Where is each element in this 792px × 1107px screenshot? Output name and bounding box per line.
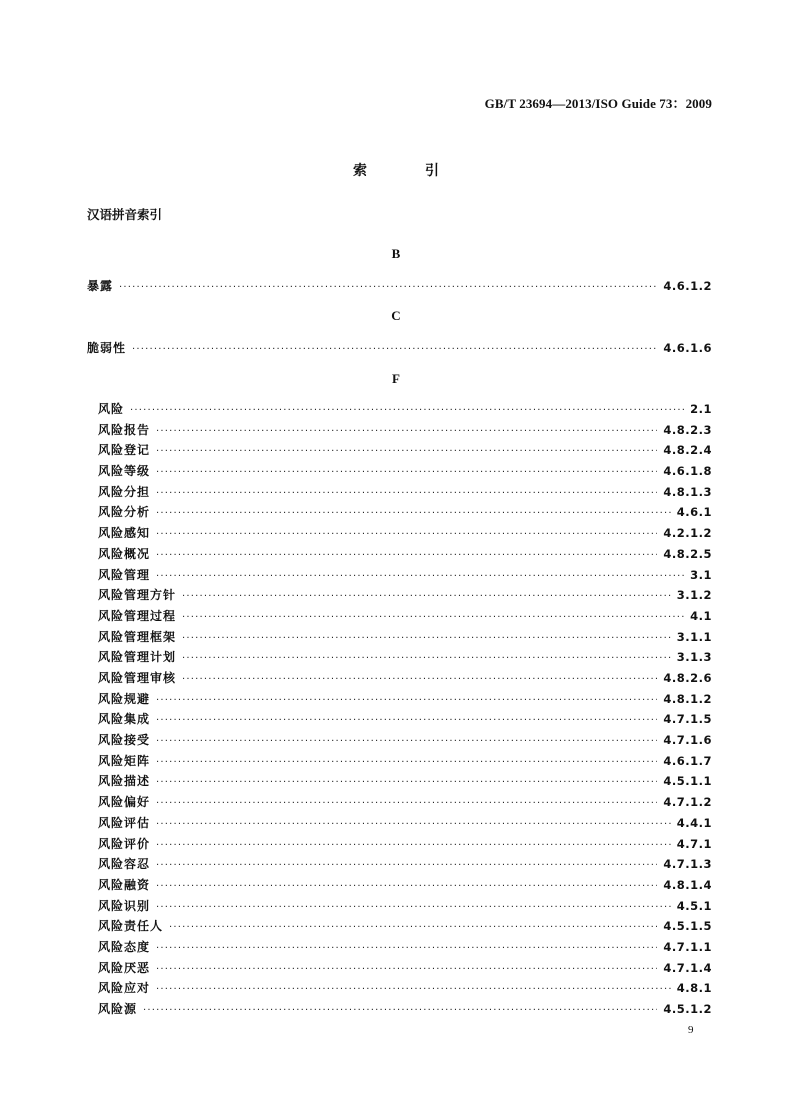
entry-ref: 4.7.1.6 [663,733,712,747]
entry-term: 风险概况 [98,547,151,561]
leader-dots [182,612,684,623]
entry-ref: 4.5.1.2 [663,1002,712,1016]
entry-term: 脆弱性 [87,341,127,355]
index-entry [98,752,712,770]
index-entry [98,1000,712,1018]
index-entry [98,793,712,811]
entry-term: 风险管理审核 [98,671,177,685]
leader-dots [130,405,684,416]
entry-ref: 4.8.2.4 [663,443,712,457]
index-entry [87,277,712,295]
leader-dots [156,467,657,478]
entry-ref: 4.5.1.5 [663,919,712,933]
entry-ref: 4.5.1 [676,899,712,913]
entry-term: 风险登记 [98,443,151,457]
index-entry [98,400,712,418]
index-entry [98,938,712,956]
index-entry [98,959,712,977]
section-letter-b: B [391,246,401,261]
page-number: 9 [688,1024,694,1036]
leader-dots [156,446,657,457]
entry-term: 风险责任人 [98,919,164,933]
entry-ref: 4.1 [690,609,712,623]
entry-ref: 2.1 [690,402,712,416]
index-entry [98,772,712,790]
entry-term: 风险应对 [98,981,151,995]
entry-term: 风险描述 [98,774,151,788]
entry-ref: 3.1.2 [676,588,712,602]
leader-dots [156,488,657,499]
entry-term: 风险等级 [98,464,151,478]
entry-ref: 4.7.1.1 [663,940,712,954]
leader-dots [156,508,671,519]
index-entry [98,876,712,894]
entry-ref: 4.7.1.5 [663,712,712,726]
index-title: 索 引 [353,163,461,179]
index-entry [98,669,712,687]
entry-ref: 4.7.1 [676,837,712,851]
leader-dots [182,633,671,644]
entry-term: 风险识别 [98,899,151,913]
leader-dots [182,591,671,602]
entry-term: 风险集成 [98,712,151,726]
entry-term: 风险矩阵 [98,754,151,768]
entry-term: 风险感知 [98,526,151,540]
section-letter-c: C [391,308,401,323]
index-entry [98,628,712,646]
index-entry [98,731,712,749]
entry-ref: 4.8.2.6 [663,671,712,685]
entry-term: 风险 [98,402,125,416]
entry-ref: 4.6.1.7 [663,754,712,768]
entry-term: 风险管理 [98,568,151,582]
index-entry [98,835,712,853]
entry-term: 风险规避 [98,692,151,706]
entry-term: 风险管理框架 [98,630,177,644]
entry-term: 风险分析 [98,505,151,519]
leader-dots [156,571,684,582]
leader-dots [156,984,671,995]
leader-dots [156,529,657,540]
index-entry [98,483,712,501]
leader-dots [156,881,657,892]
index-entry [98,814,712,832]
entry-term: 风险管理方针 [98,588,177,602]
leader-dots [132,344,657,355]
leader-dots [156,426,657,437]
entry-term: 风险融资 [98,878,151,892]
leader-dots [156,715,657,726]
leader-dots [156,757,657,768]
entry-ref: 4.6.1.2 [663,279,712,293]
entry-ref: 4.6.1 [676,505,712,519]
leader-dots [156,840,671,851]
entry-ref: 4.4.1 [676,816,712,830]
entry-ref: 4.2.1.2 [663,526,712,540]
index-entry [98,462,712,480]
leader-dots [156,777,657,788]
entry-term: 风险报告 [98,423,151,437]
index-entry [98,979,712,997]
entry-ref: 4.5.1.1 [663,774,712,788]
entry-term: 风险评价 [98,837,151,851]
leader-dots [182,674,657,685]
entry-term: 风险接受 [98,733,151,747]
entry-term: 风险厌恶 [98,961,151,975]
entry-ref: 4.6.1.8 [663,464,712,478]
index-entry [98,710,712,728]
entry-term: 风险管理计划 [98,650,177,664]
leader-dots [156,902,671,913]
entry-ref: 4.8.1.4 [663,878,712,892]
entry-ref: 4.6.1.6 [663,341,712,355]
index-entry [98,441,712,459]
entry-ref: 4.8.1.3 [663,485,712,499]
entry-term: 风险管理过程 [98,609,177,623]
index-entry [87,339,712,357]
index-entry [98,524,712,542]
entry-term: 风险源 [98,1002,138,1016]
index-entry [98,690,712,708]
leader-dots [156,943,657,954]
entry-ref: 4.8.2.5 [663,547,712,561]
index-entry [98,545,712,563]
entry-ref: 3.1.1 [676,630,712,644]
entry-ref: 4.7.1.4 [663,961,712,975]
leader-dots [169,922,657,933]
leader-dots [182,653,671,664]
standard-code-header: GB/T 23694—2013/ISO Guide 73：2009 [484,96,712,111]
leader-dots [156,695,657,706]
leader-dots [156,798,657,809]
index-entry [98,503,712,521]
index-entry [98,586,712,604]
entry-ref: 4.7.1.2 [663,795,712,809]
entry-term: 风险态度 [98,940,151,954]
entry-ref: 4.7.1.3 [663,857,712,871]
index-entry [98,855,712,873]
leader-dots [156,860,657,871]
leader-dots [119,282,657,293]
leader-dots [156,964,657,975]
index-entry [98,421,712,439]
index-entry [98,607,712,625]
section-letter-f: F [392,371,400,386]
index-entry [98,897,712,915]
index-entry [98,648,712,666]
entry-term: 风险评估 [98,816,151,830]
entry-term: 风险偏好 [98,795,151,809]
entry-term: 暴露 [87,279,114,293]
index-entry [98,566,712,584]
entry-ref: 3.1.3 [676,650,712,664]
leader-dots [156,736,657,747]
entry-ref: 4.8.1 [676,981,712,995]
entry-ref: 4.8.1.2 [663,692,712,706]
index-subtitle: 汉语拼音索引 [87,207,163,222]
entry-term: 风险容忍 [98,857,151,871]
leader-dots [143,1005,657,1016]
leader-dots [156,819,671,830]
entry-ref: 4.8.2.3 [663,423,712,437]
entry-term: 风险分担 [98,485,151,499]
index-entry [98,917,712,935]
leader-dots [156,550,657,561]
entry-ref: 3.1 [690,568,712,582]
